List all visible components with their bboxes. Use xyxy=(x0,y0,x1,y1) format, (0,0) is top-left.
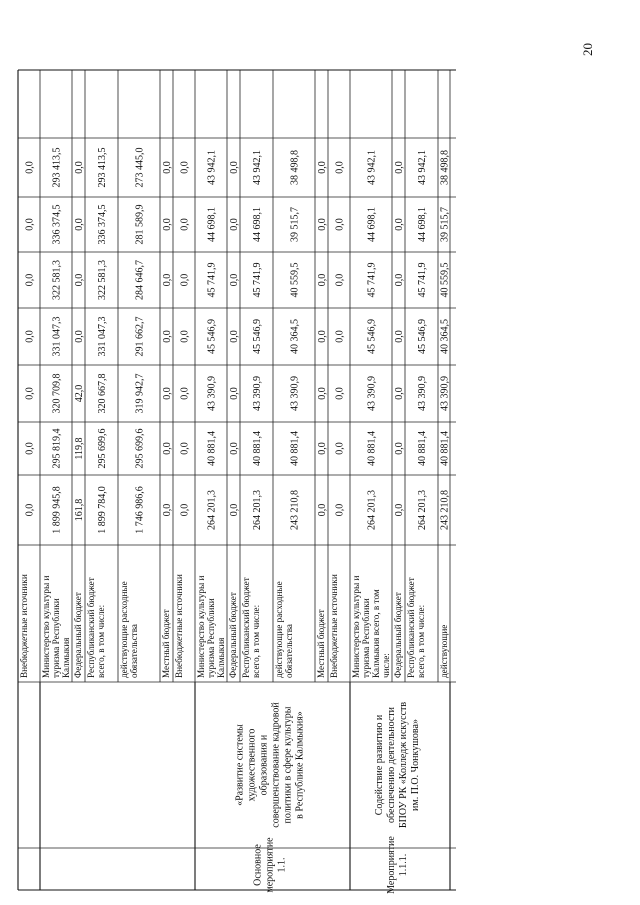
value-cell: 0,0 xyxy=(229,161,240,174)
value-cell: 0,0 xyxy=(24,442,36,455)
section-name: «Развитие системыхудожественногообразования исовершенствование кадровойполитики в сфере культурыв Республике Калмыкия» xyxy=(234,702,306,828)
value-cell: 336 374,5 xyxy=(51,204,63,245)
value-cell: 1 899 945,8 xyxy=(51,486,63,534)
value-cell: 43 942,1 xyxy=(417,150,428,185)
value-cell: 40 559,5 xyxy=(439,262,451,298)
value-cell: 0,0 xyxy=(394,503,405,517)
value-cell: 0,0 xyxy=(74,218,85,231)
value-cell: 0,0 xyxy=(394,218,405,231)
value-cell: 0,0 xyxy=(179,387,191,400)
value-cell: 0,0 xyxy=(334,218,346,231)
value-cell: 40 881,4 xyxy=(252,431,263,466)
budget-table xyxy=(18,70,456,894)
value-cell: 0,0 xyxy=(24,387,36,400)
value-cell: 0,0 xyxy=(394,442,405,455)
page-number: 20 xyxy=(580,43,595,56)
value-cell: 40 881,4 xyxy=(289,431,301,466)
value-cell: 40 881,4 xyxy=(439,431,451,466)
value-cell: 0,0 xyxy=(179,330,191,343)
value-cell: 0,0 xyxy=(229,273,240,287)
value-cell: 40 881,4 xyxy=(206,431,218,466)
value-cell: 0,0 xyxy=(179,442,191,455)
value-cell: 0,0 xyxy=(334,161,346,174)
value-cell: 45 741,9 xyxy=(252,262,263,298)
value-cell: 45 741,9 xyxy=(417,262,428,298)
value-cell: 43 942,1 xyxy=(252,150,263,185)
value-cell: 40 559,5 xyxy=(289,262,301,298)
value-cell: 119,8 xyxy=(74,437,85,460)
value-cell: 264 201,3 xyxy=(206,490,218,530)
value-cell: 295 699,6 xyxy=(134,428,146,469)
value-cell: 0,0 xyxy=(24,330,36,343)
row-source-label: Республиканский бюджетвсего, в том числе: xyxy=(86,577,106,678)
value-cell: 0,0 xyxy=(334,442,346,455)
row-source-label: действующие расходныеобязательства xyxy=(274,581,294,678)
value-cell: 284 646,7 xyxy=(134,260,146,300)
value-cell: 273 445,0 xyxy=(134,147,146,188)
value-cell: 45 741,9 xyxy=(206,262,218,298)
value-cell: 38 498,8 xyxy=(439,150,451,185)
value-cell: 0,0 xyxy=(24,273,36,287)
value-cell: 243 210,8 xyxy=(289,490,301,530)
value-cell: 0,0 xyxy=(394,330,405,343)
value-cell: 295 819,4 xyxy=(51,428,63,469)
value-cell: 293 413,5 xyxy=(51,147,63,188)
value-cell: 0,0 xyxy=(162,218,173,231)
row-source-label: Федеральный бюджет xyxy=(228,592,238,678)
value-cell: 43 942,1 xyxy=(206,150,218,185)
value-cell: 0,0 xyxy=(317,503,328,517)
value-cell: 291 662,7 xyxy=(134,316,146,357)
value-cell: 320 667,8 xyxy=(97,373,108,414)
value-cell: 331 047,3 xyxy=(97,316,108,357)
value-cell: 264 201,3 xyxy=(366,490,378,530)
row-source-label: Федеральный бюджет xyxy=(393,592,403,678)
value-cell: 0,0 xyxy=(74,330,85,343)
row-source-label: Внебюджетные источники xyxy=(329,574,339,678)
value-cell: 243 210,8 xyxy=(439,490,451,530)
value-cell: 43 942,1 xyxy=(366,150,378,185)
value-cell: 0,0 xyxy=(317,330,328,343)
value-cell: 0,0 xyxy=(24,503,36,517)
row-source-label: Республиканский бюджетвсего, в том числе: xyxy=(406,577,426,678)
row-source-label: Внебюджетные источники xyxy=(174,574,184,678)
value-cell: 0,0 xyxy=(317,387,328,400)
value-cell: 39 515,7 xyxy=(289,207,301,242)
value-cell: 40 364,5 xyxy=(439,319,451,354)
value-cell: 319 942,7 xyxy=(134,373,146,414)
row-source-label: Министерство культуры итуризма РеспубликиКалмыкия xyxy=(41,575,71,678)
value-cell: 0,0 xyxy=(24,218,36,231)
value-cell: 322 581,3 xyxy=(97,260,108,300)
value-cell: 0,0 xyxy=(24,161,36,174)
value-cell: 39 515,7 xyxy=(439,207,451,242)
value-cell: 0,0 xyxy=(229,387,240,400)
value-cell: 42,0 xyxy=(74,384,85,403)
value-cell: 0,0 xyxy=(334,503,346,517)
value-cell: 0,0 xyxy=(179,503,191,517)
value-cell: 43 390,9 xyxy=(289,376,301,411)
value-cell: 331 047,3 xyxy=(51,316,63,357)
value-cell: 0,0 xyxy=(229,503,240,517)
section-name: Содействие развитию иобеспечению деятельностиБПОУ РК «Колледж искусствим. П.О. Чонкушова» xyxy=(374,701,421,829)
value-cell: 0,0 xyxy=(179,218,191,231)
value-cell: 0,0 xyxy=(394,161,405,174)
value-cell: 322 581,3 xyxy=(51,260,63,300)
value-cell: 0,0 xyxy=(162,273,173,287)
value-cell: 44 698,1 xyxy=(252,207,263,242)
value-cell: 45 546,9 xyxy=(206,319,218,354)
value-cell: 0,0 xyxy=(179,273,191,287)
row-source-label: Федеральный бюджет xyxy=(73,592,83,678)
value-cell: 0,0 xyxy=(162,161,173,174)
value-cell: 43 390,9 xyxy=(366,376,378,411)
value-cell: 0,0 xyxy=(162,387,173,400)
value-cell: 0,0 xyxy=(74,161,85,174)
value-cell: 43 390,9 xyxy=(417,376,428,411)
value-cell: 264 201,3 xyxy=(417,490,428,530)
value-cell: 0,0 xyxy=(179,161,191,174)
value-cell: 0,0 xyxy=(229,442,240,455)
value-cell: 161,8 xyxy=(74,498,85,522)
value-cell: 295 699,6 xyxy=(97,428,108,469)
value-cell: 0,0 xyxy=(229,330,240,343)
value-cell: 45 546,9 xyxy=(366,319,378,354)
value-cell: 0,0 xyxy=(74,273,85,287)
value-cell: 43 390,9 xyxy=(252,376,263,411)
section-code: Мероприятие1.1.1. xyxy=(386,836,409,894)
value-cell: 0,0 xyxy=(162,503,173,517)
value-cell: 40 881,4 xyxy=(417,431,428,466)
row-source-label: действующие расходныеобязательства xyxy=(119,581,139,678)
row-source-label: Местный бюджет xyxy=(316,609,326,678)
value-cell: 0,0 xyxy=(334,387,346,400)
value-cell: 38 498,8 xyxy=(289,150,301,185)
value-cell: 45 546,9 xyxy=(417,319,428,354)
value-cell: 0,0 xyxy=(334,273,346,287)
value-cell: 0,0 xyxy=(229,218,240,231)
value-cell: 40 881,4 xyxy=(366,431,378,466)
row-source-label: Внебюджетные источники xyxy=(19,574,29,678)
row-source-label: Министерство культуры итуризма РеспубликиКалмыкия xyxy=(196,575,226,678)
row-source-label: действующие xyxy=(439,624,449,678)
value-cell: 264 201,3 xyxy=(252,490,263,530)
value-cell: 0,0 xyxy=(394,273,405,287)
value-cell: 293 413,5 xyxy=(97,147,108,188)
section-code: Основноемероприятие1.1. xyxy=(252,837,288,893)
value-cell: 1 746 986,6 xyxy=(134,486,146,534)
value-cell: 0,0 xyxy=(162,330,173,343)
value-cell: 44 698,1 xyxy=(366,207,378,242)
value-cell: 45 741,9 xyxy=(366,262,378,298)
row-source-label: Республиканский бюджетвсего, в том числе: xyxy=(241,577,261,678)
value-cell: 43 390,9 xyxy=(206,376,218,411)
value-cell: 0,0 xyxy=(394,387,405,400)
value-cell: 44 698,1 xyxy=(417,207,428,242)
value-cell: 0,0 xyxy=(317,273,328,287)
value-cell: 0,0 xyxy=(334,330,346,343)
value-cell: 0,0 xyxy=(162,442,173,455)
value-cell: 1 899 784,0 xyxy=(97,486,108,534)
value-cell: 336 374,5 xyxy=(97,204,108,245)
value-cell: 0,0 xyxy=(317,161,328,174)
value-cell: 0,0 xyxy=(317,218,328,231)
value-cell: 0,0 xyxy=(317,442,328,455)
value-cell: 40 364,5 xyxy=(289,319,301,354)
value-cell: 43 390,9 xyxy=(439,376,451,411)
value-cell: 44 698,1 xyxy=(206,207,218,242)
value-cell: 281 589,9 xyxy=(134,204,146,245)
value-cell: 320 709,8 xyxy=(51,373,63,414)
value-cell: 45 546,9 xyxy=(252,319,263,354)
row-source-label: Местный бюджет xyxy=(161,609,171,678)
row-source-label: Министерство культуры итуризма РеспубликиКалмыкия всего, в томчисле: xyxy=(351,575,391,678)
